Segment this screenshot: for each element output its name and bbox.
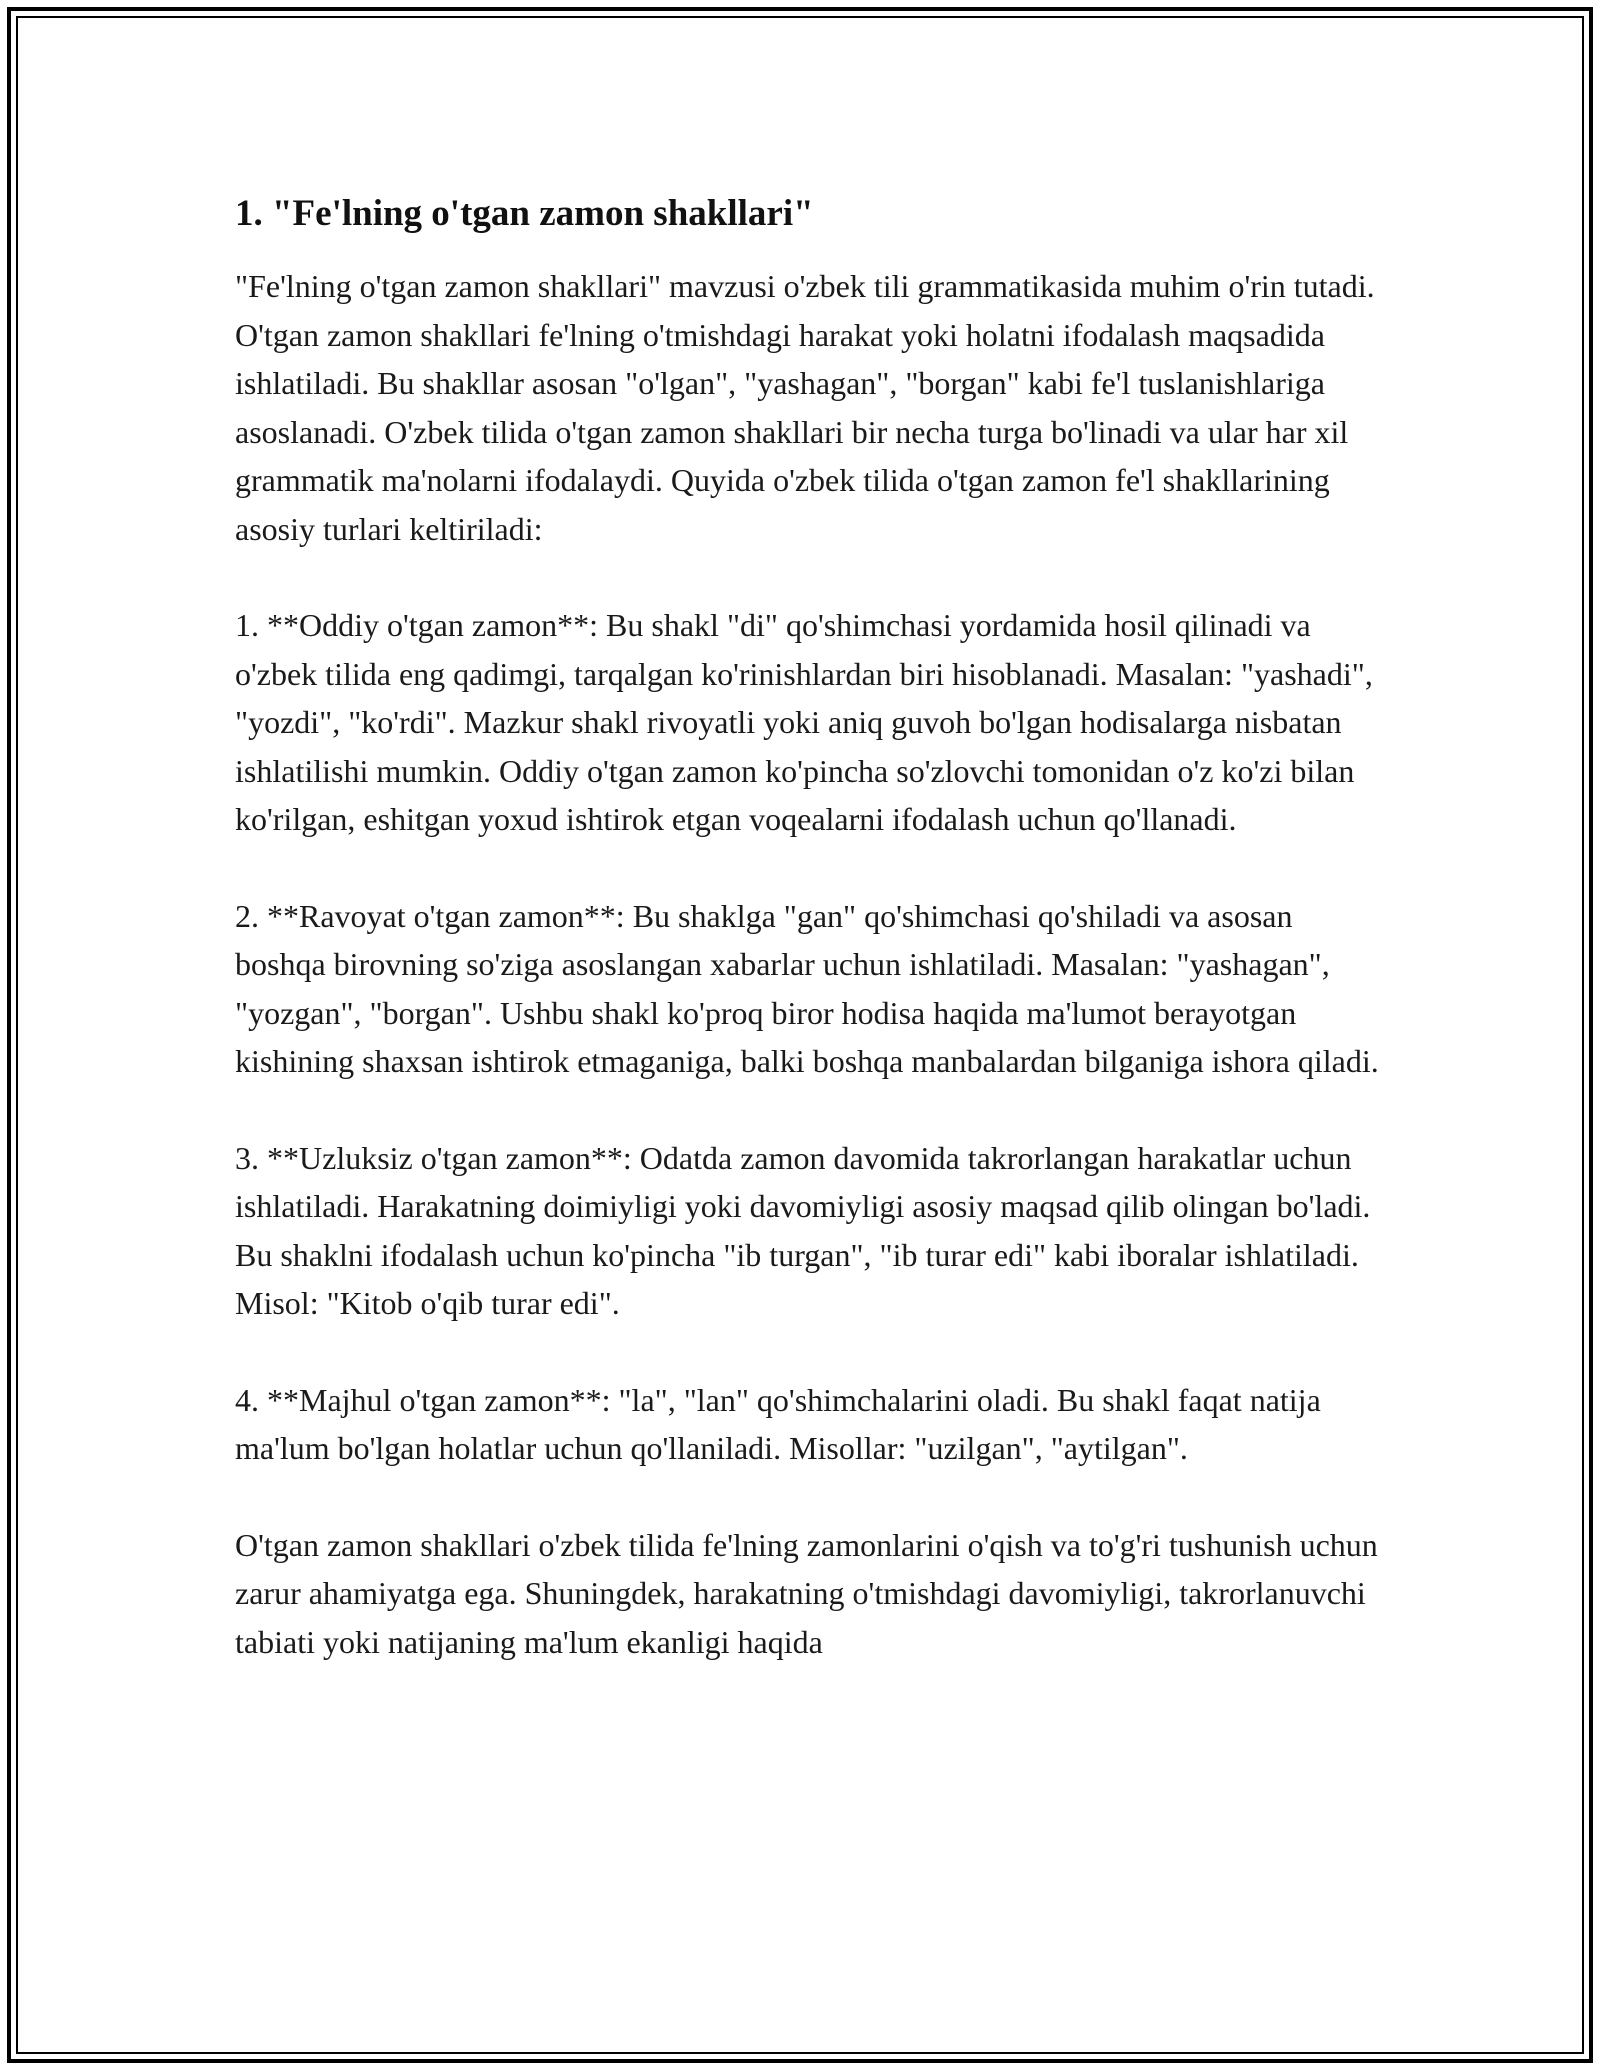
document-title: 1. "Fe'lning o'tgan zamon shakllari" xyxy=(235,193,814,234)
passive-past-paragraph: 4. **Majhul o'tgan zamon**: "la", "lan" qo'shimchalarini oladi. Bu shakl faqat natija ma'lum bo'lgan holatlar uchun qo'llaniladi. Misollar: "uzilgan", "aytilgan". xyxy=(235,1381,1321,1466)
simple-past-paragraph: 1. **Oddiy o'tgan zamon**: Bu shakl "di" qo'shimchasi yordamida hosil qilinadi va o'zbek tilida eng qadimgi, tarqalgan ko'rinishlardan biri hisoblanadi. Masalan: "yashadi", "yozdi", "ko'rdi". Mazkur shakl rivoyatli yoki aniq guvoh bo'lgan hodisalarga nisbatan ishlatilishi mumkin. Oddiy o'tgan zamon ko'pincha so'zlovchi tomonidan o'z ko'zi bilan ko'rilgan, eshitgan yoxud ishtirok etgan voqealarni ifodalash uchun qo'llanadi. xyxy=(235,607,1373,837)
conclusion-paragraph: O'tgan zamon shakllari o'zbek tilida fe'lning zamonlarini o'qish va to'g'ri tushunish uchun zarur ahamiyatga ega. Shuningdek, harakatning o'tmishdagi davomiyligi, takrorlanuvchi tabiati yoki natijaning ma'lum ekanligi haqida xyxy=(235,1526,1378,1660)
continuous-past-paragraph: 3. **Uzluksiz o'tgan zamon**: Odatda zamon davomida takrorlangan harakatlar uchun ishlatiladi. Harakatning doimiyligi yoki davomiyligi asosiy maqsad qilib olingan bo'ladi. Bu shaklni ifodalash uchun ko'pincha "ib turgan", "ib turar edi" kabi iboralar ishlatiladi. Misol: "Kitob o'qib turar edi". xyxy=(235,1139,1371,1321)
document-body xyxy=(235,190,1385,1714)
narrative-past-paragraph: 2. **Ravoyat o'tgan zamon**: Bu shaklga "gan" qo'shimchasi qo'shiladi va asosan boshqa birovning so'ziga asoslangan xabarlar uchun ishlatiladi. Masalan: "yashagan", "yozgan", "borgan". Ushbu shakl ko'proq biror hodisa haqida ma'lumot berayotgan kishining shaxsan ishtirok etmaganiga, balki boshqa manbalardan bilganiga ishora qiladi. xyxy=(235,897,1379,1079)
intro-paragraph: "Fe'lning o'tgan zamon shakllari" mavzusi o'zbek tili grammatikasida muhim o'rin tutadi. O'tgan zamon shakllari fe'lning o'tmishdagi harakat yoki holatni ifodalash maqsadida ishlatiladi. Bu shakllar asosan "o'lgan", "yashagan", "borgan" kabi fe'l tuslanishlariga asoslanadi. O'zbek tilida o'tgan zamon shakllari bir necha turga bo'linadi va ular har xil grammatik ma'nolarni ifodalaydi. Quyida o'zbek tilida o'tgan zamon fe'l shakllarining asosiy turlari keltiriladi: xyxy=(235,268,1375,547)
